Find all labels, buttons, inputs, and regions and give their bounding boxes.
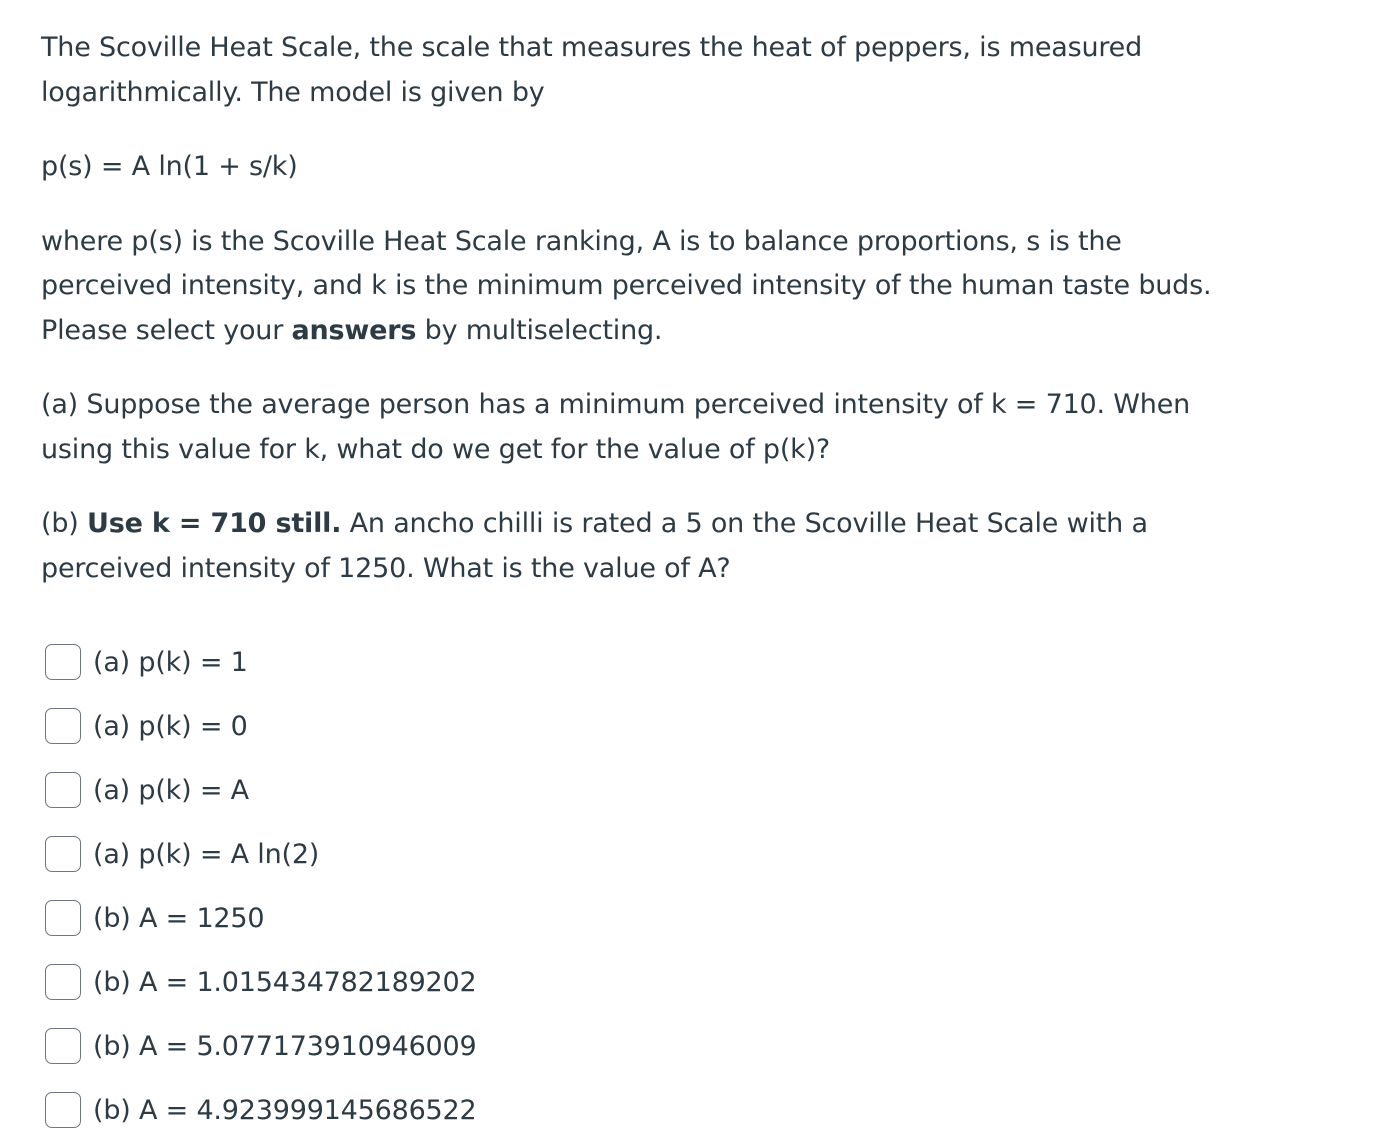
checkbox[interactable] (45, 836, 81, 872)
answer-option-6[interactable] (45, 950, 845, 1014)
part-b-text: An ancho chilli is rated a 5 on the Scoville Heat Scale with a perceived intensity of 1250. What is the value of A? (41, 508, 1148, 584)
option-label[interactable]: (a) p(k) = A ln(2) (93, 838, 320, 870)
option-label[interactable]: (b) A = 1250 (93, 902, 265, 934)
checkbox[interactable] (45, 1092, 81, 1128)
answer-option-5[interactable] (45, 886, 845, 950)
answer-option-8[interactable] (45, 1078, 845, 1142)
part-b-emphasis: Use k = 710 still. (87, 508, 342, 539)
checkbox[interactable] (45, 644, 81, 680)
checkbox[interactable] (45, 900, 81, 936)
answer-options-list (45, 630, 845, 1142)
option-label[interactable]: (a) p(k) = 0 (93, 710, 248, 742)
part-b-prefix: (b) (41, 508, 87, 539)
answer-option-3[interactable] (45, 758, 845, 822)
checkbox[interactable] (45, 1028, 81, 1064)
option-label[interactable]: (b) A = 5.077173910946009 (93, 1030, 477, 1062)
option-label[interactable]: (a) p(k) = A (93, 774, 249, 806)
model-formula: p(s) = A ln(1 + s/k) (41, 151, 298, 182)
option-label[interactable]: (b) A = 4.923999145686522 (93, 1094, 477, 1126)
part-b-prompt (41, 502, 1241, 591)
definitions-text: where p(s) is the Scoville Heat Scale ranking, A is to balance proportions, s is the perceived intensity, and k is the minimum perceived intensity of the human taste buds. Please select your (41, 225, 1212, 346)
variable-definitions (41, 220, 1241, 354)
answer-option-7[interactable] (45, 1014, 845, 1078)
answers-emphasis: answers (291, 314, 417, 346)
definitions-instruction: by multiselecting. (416, 314, 663, 346)
option-label[interactable]: (b) A = 1.015434782189202 (93, 966, 477, 998)
question-body (41, 26, 1241, 591)
answer-option-2[interactable] (45, 694, 845, 758)
checkbox[interactable] (45, 708, 81, 744)
answer-option-4[interactable] (45, 822, 845, 886)
checkbox[interactable] (45, 772, 81, 808)
part-a-prompt: (a) Suppose the average person has a minimum perceived intensity of k = 710. When using this value for k, what do we get for the value of p(k)? (41, 389, 1191, 465)
answer-option-1[interactable] (45, 630, 845, 694)
question-intro: The Scoville Heat Scale, the scale that measures the heat of peppers, is measured logarithmically. The model is given by (41, 32, 1143, 108)
option-label[interactable]: (a) p(k) = 1 (93, 646, 248, 678)
checkbox[interactable] (45, 964, 81, 1000)
